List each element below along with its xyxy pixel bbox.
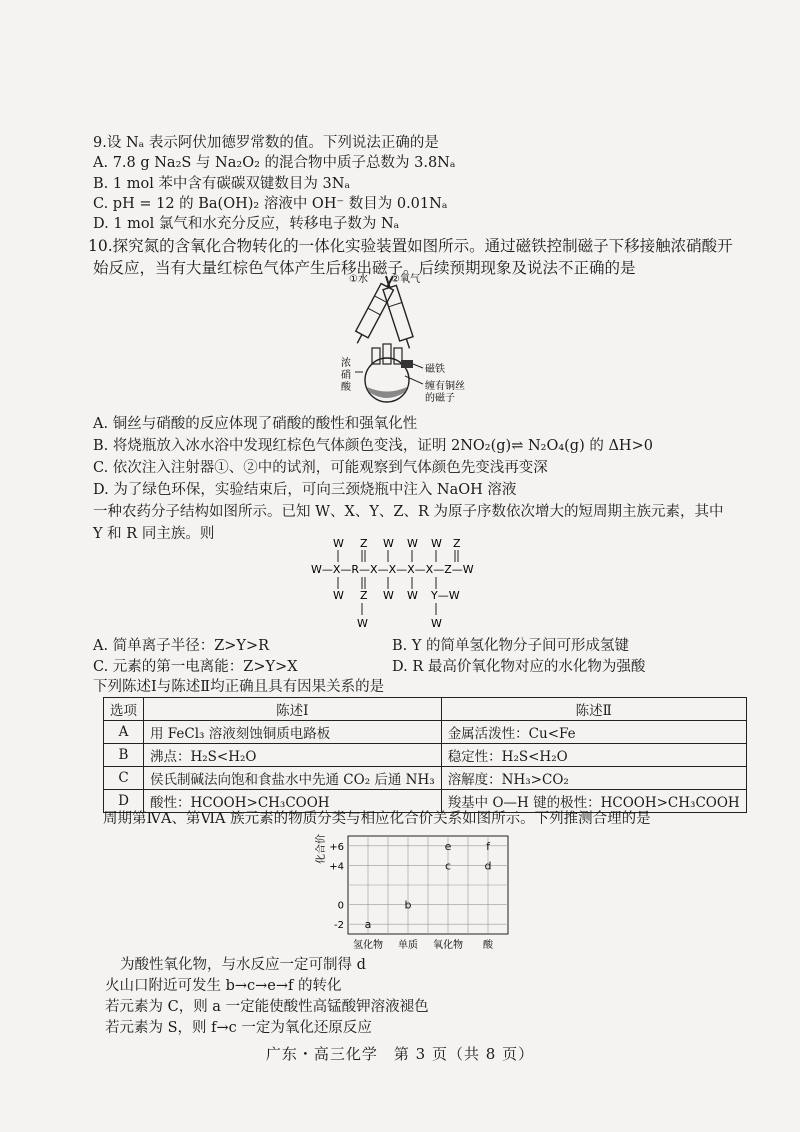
q11-stem-line2: Y 和 R 同主族。则 [93, 526, 215, 542]
data-point-c: c [444, 859, 452, 873]
page-footer: 广东・高三化学 第 3 页（共 8 页） [265, 1045, 535, 1063]
x-tick-label: 氧化物 [433, 940, 463, 951]
statement-table [103, 697, 747, 813]
q10-option-c: C. 依次注入注射器①、②中的试剂，可能观察到气体颜色先变浅再变深 [93, 460, 548, 476]
q9-stem: 9.设 Nₐ 表示阿伏加德罗常数的值。下列说法正确的是 [93, 135, 439, 151]
x-tick-label: 单质 [398, 940, 418, 951]
data-point-f: f [486, 839, 490, 853]
table-row [104, 767, 747, 790]
y-tick-label: +6 [329, 841, 344, 853]
row-d-option: D [104, 790, 144, 813]
header-statement-2: 陈述Ⅱ [441, 698, 746, 721]
molecule-structure [305, 535, 515, 635]
data-point-b: b [404, 898, 412, 912]
q11-option-d: D. R 最高价氧化物对应的水化物为强酸 [392, 659, 646, 675]
table-header-row [104, 698, 747, 721]
q9-option-a: A. 7.8 g Na₂S 与 Na₂O₂ 的混合物中质子总数为 3.8Nₐ [93, 155, 456, 171]
svg-text:Y—W: Y—W [431, 589, 460, 602]
chart-ylabel: 化合价 [316, 834, 327, 864]
svg-text:W: W [357, 617, 368, 630]
y-tick-label: -2 [334, 920, 344, 932]
magnet-label: 磁铁 [425, 364, 445, 375]
y-tick-label: 0 [337, 900, 344, 912]
table-row [104, 721, 747, 744]
row-c-statement-2: 溶解度：NH₃>CO₂ [441, 767, 746, 790]
table-row [104, 744, 747, 767]
q10-option-b: B. 将烧瓶放入冰水浴中发现红棕色气体颜色变浅，证明 2NO₂(g)⇌ N₂O₄(g) 的 ΔH>0 [93, 438, 653, 454]
data-point-a: a [364, 918, 372, 932]
q13-option-b: 火山口附近可发生 b→c→e→f 的转化 [105, 978, 342, 994]
q10-stem-line2: 始反应，当有大量红棕色气体产生后移出磁子。后续预期现象及说法不正确的是 [93, 259, 636, 277]
row-a-statement-1: 用 FeCl₃ 溶液刻蚀铜质电路板 [144, 721, 442, 744]
row-d-statement-2: 羧基中 O—H 键的极性：HCOOH>CH₃COOH [441, 790, 746, 813]
acid-label-3: 酸 [341, 382, 351, 393]
header-statement-1: 陈述Ⅰ [144, 698, 442, 721]
syringe-oxygen-label: ②氧气 [391, 274, 420, 285]
row-a-statement-2: 金属活泼性：Cu<Fe [441, 721, 746, 744]
row-b-option: B [104, 744, 144, 767]
row-c-statement-1: 侯氏制碱法向饱和食盐水中先通 CO₂ 后通 NH₃ [144, 767, 442, 790]
row-b-statement-1: 沸点：H₂S<H₂O [144, 744, 442, 767]
stir-bar-label-1: 缠有铜丝 [425, 381, 465, 392]
q11-stem-line1: 一种农药分子结构如图所示。已知 W、X、Y、Z、R 为原子序数依次增大的短周期主族元素，其中 [93, 504, 724, 520]
q10-option-d: D. 为了绿色环保，实验结束后，可向三颈烧瓶中注入 NaOH 溶液 [93, 482, 517, 498]
row-b-statement-2: 稳定性：H₂S<H₂O [441, 744, 746, 767]
y-tick-label: +4 [329, 861, 344, 873]
x-tick-label: 酸 [483, 940, 493, 951]
row-c-option: C [104, 767, 144, 790]
svg-text:W: W [431, 537, 442, 550]
svg-text:Z: Z [360, 537, 368, 550]
svg-text:Z: Z [360, 589, 368, 602]
row-d-statement-1: 酸性：HCOOH>CH₃COOH [144, 790, 442, 813]
q9-option-b: B. 1 mol 苯中含有碳碳双键数目为 3Nₐ [93, 176, 351, 192]
syringe-water-label: ①水 [349, 274, 368, 285]
svg-text:W: W [383, 589, 394, 602]
data-point-e: e [444, 839, 452, 853]
valence-chart [300, 830, 520, 960]
stir-bar-label-2: 的磁子 [425, 393, 455, 404]
q11-option-b: B. Y 的简单氢化物分子间可形成氢键 [392, 638, 630, 654]
data-point-d: d [484, 859, 492, 873]
q12-stem: 下列陈述Ⅰ与陈述Ⅱ均正确且具有因果关系的是 [93, 679, 385, 695]
q13-stem: 周期第ⅣA、第ⅥA 族元素的物质分类与相应化合价关系如图所示。下列推测合理的是 [103, 811, 651, 827]
q10-option-a: A. 铜丝与硝酸的反应体现了硝酸的酸性和强氧化性 [93, 416, 418, 432]
svg-text:W: W [407, 589, 418, 602]
q11-option-a: A. 简单离子半径：Z>Y>R [93, 638, 270, 654]
acid-label-2: 硝 [341, 370, 351, 381]
q9-option-c: C. pH = 12 的 Ba(OH)₂ 溶液中 OH⁻ 数目为 0.01Nₐ [93, 196, 448, 212]
q13-option-c: 若元素为 C，则 a 一定能使酸性高锰酸钾溶液褪色 [105, 999, 429, 1015]
q11-option-c: C. 元素的第一电离能：Z>Y>X [93, 659, 298, 675]
acid-label-1: 浓 [341, 358, 351, 369]
q10-stem-line1: 10.探究氮的含氧化合物转化的一体化实验装置如图所示。通过磁铁控制磁子下移接触浓硝酸开 [88, 237, 733, 255]
svg-text:W: W [333, 537, 344, 550]
row-a-option: A [104, 721, 144, 744]
svg-text:Z: Z [453, 537, 461, 550]
svg-text:W—X—R—X—X—X—X—Z—W: W—X—R—X—X—X—X—Z—W [311, 563, 474, 576]
header-option: 选项 [104, 698, 144, 721]
x-tick-label: 氢化物 [353, 940, 383, 951]
q9-option-d: D. 1 mol 氯气和水充分反应，转移电子数为 Nₐ [93, 216, 400, 232]
svg-text:W: W [333, 589, 344, 602]
q13-option-d: 若元素为 S，则 f→c 一定为氧化还原反应 [105, 1020, 372, 1036]
svg-text:W: W [407, 537, 418, 550]
svg-text:W: W [431, 617, 442, 630]
apparatus-diagram [325, 272, 485, 412]
q13-option-a: 为酸性氧化物，与水反应一定可制得 d [120, 957, 366, 973]
svg-text:W: W [383, 537, 394, 550]
